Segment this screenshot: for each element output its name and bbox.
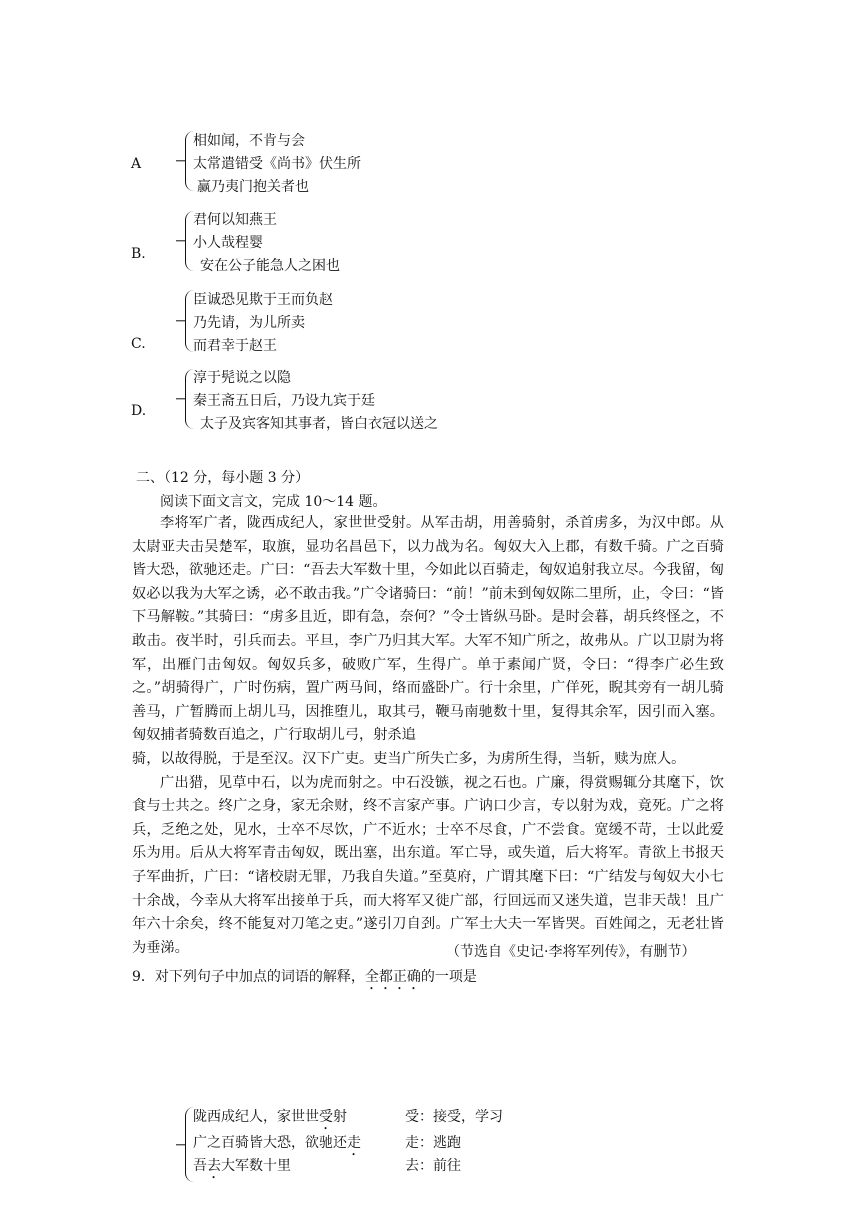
option-d-line-3: 太子及宾客知其事者，皆白衣冠以送之 <box>200 416 438 432</box>
q9-item-3-pre: 吾 <box>193 1158 207 1174</box>
passage-paragraph-1: 李将军广者，陇西成纪人，家世世受射。从军击胡，用善骑射，杀首虏多，为汉中郎。从太尉亚夫击吴楚军，取旗，显功名昌邑下，以力战为名。匈奴大入上郡，有数千骑。广之百骑皆大恐，欲驰还走。广曰：“吾去大军数十里，今如此以百骑走，匈奴追射我立尽。今我留，匈奴必以我为大军之诱，必不敢击我。”广令诸骑曰：“前！”前未到匈奴陈二里所，止，令曰：“皆下马解鞍。”其骑曰：“虏多且近，即有急，奈何？”令士皆纵马卧。是时会暮，胡兵终怪之，不敢击。夜半时，引兵而去。平旦，李广乃归其大军。大军不知广所之，故弗从。广以卫尉为将军，出雁门击匈奴。匈奴兵多，破败广军，生得广。单于素闻广贤，令曰：“得李广必生致之。”胡骑得广，广时伤病，置广两马间，络而盛卧广。行十余里，广佯死，睨其旁有一胡儿骑善马，广暂腾而上胡儿马，因推堕儿，取其弓，鞭马南驰数十里，复得其余军，因引而入塞。匈奴捕者骑数百追之，广行取胡儿弓，射杀追 <box>132 515 724 744</box>
option-c-letter: C. <box>131 336 146 352</box>
question-9-emphasis: 全都正确 <box>364 969 421 985</box>
option-a-line-3: 赢乃夷门抱关者也 <box>197 179 309 195</box>
q9-item-3-sentence <box>193 1155 291 1182</box>
q9-item-2-dotted-word: 走 <box>347 1135 361 1151</box>
option-c-line-3: 而君幸于赵王 <box>193 338 277 354</box>
option-b-line-3: 安在公子能急人之困也 <box>200 258 340 274</box>
q9-item-2-pre: 广之百骑皆大恐，欲驰还 <box>193 1135 347 1151</box>
section-heading: 二、（12 分，每小题 3 分） <box>136 470 310 486</box>
passage-paragraph-2: 广出猎，见草中石，以为虎而射之。中石没镞，视之石也。广廉，得赏赐辄分其麾下，饮食与士共之。终广之身，家无余财，终不言家产事。广讷口少言，专以射为戏，竟死。广之将兵，乏绝之处，见水，士卒不尽饮，广不近水；士卒不尽食，广不尝食。宽缓不苛，士以此爱乐为用。后从大将军青击匈奴，既出塞，出东道。军亡导，或失道，后大将军。青欲上书报天子军曲折，广曰：“诸校尉无罪，乃我自失道。”至莫府，广谓其麾下曰：“广结发与匈奴大小七十余战，今幸从大将军出接单于兵，而大将军又徙广部，行回远而又迷失道，岂非天哉！且广年六十余矣，终不能复对刀笔之吏。”遂引刀自刭。广军士大夫一军皆哭。百姓闻之，无老壮皆为垂涕。 <box>132 774 724 956</box>
passage <box>132 512 724 960</box>
q9-item-3-dotted-word: 去 <box>207 1158 221 1174</box>
q9-item-2-gloss: 走：逃跑 <box>405 1135 461 1151</box>
option-a-letter: A <box>131 156 142 172</box>
option-b-line-2: 小人哉程婴 <box>193 235 263 251</box>
reading-instruction: 阅读下面文言文，完成 10～14 题。 <box>160 494 387 510</box>
option-c-line-2: 乃先请，为儿所卖 <box>193 315 305 331</box>
option-b-line-1: 君何以知燕王 <box>193 212 277 228</box>
q9-item-1-post: 射 <box>333 1109 347 1125</box>
option-b-letter: B. <box>131 246 146 262</box>
option-d-line-1: 淳于髡说之以隐 <box>193 370 291 386</box>
q9-item-1-dotted-word: 受 <box>319 1109 333 1125</box>
passage-source: （节选自《史记·李将军列传》，有删节） <box>446 944 696 960</box>
option-d-line-2: 秦王斋五日后，乃设九宾于廷 <box>193 393 375 409</box>
q9-item-1-gloss: 受：接受，学习 <box>405 1109 503 1125</box>
question-9-stem <box>132 966 477 993</box>
option-d-letter: D. <box>131 403 147 419</box>
option-a-line-1: 相如闻，不肯与会 <box>193 133 305 149</box>
option-a-line-2: 太常遣错受《尚书》伏生所 <box>193 156 361 172</box>
question-9-suffix: 的一项是 <box>420 969 477 985</box>
q9-item-3-gloss: 去：前往 <box>405 1158 461 1174</box>
option-c-line-1: 臣诚恐见欺于王而负赵 <box>193 292 333 308</box>
question-9-prefix: 9．对下列句子中加点的词语的解释， <box>132 969 365 985</box>
q9-item-1-pre: 陇西成纪人，家世世 <box>193 1109 319 1125</box>
passage-paragraph-1-continued: 骑，以故得脱，于是至汉。汉下广吏。吏当广所失亡多，为虏所生得，当斩，赎为庶人。 <box>132 750 686 767</box>
q9-item-1-sentence <box>193 1106 347 1133</box>
q9-item-3-post: 大军数十里 <box>221 1158 291 1174</box>
